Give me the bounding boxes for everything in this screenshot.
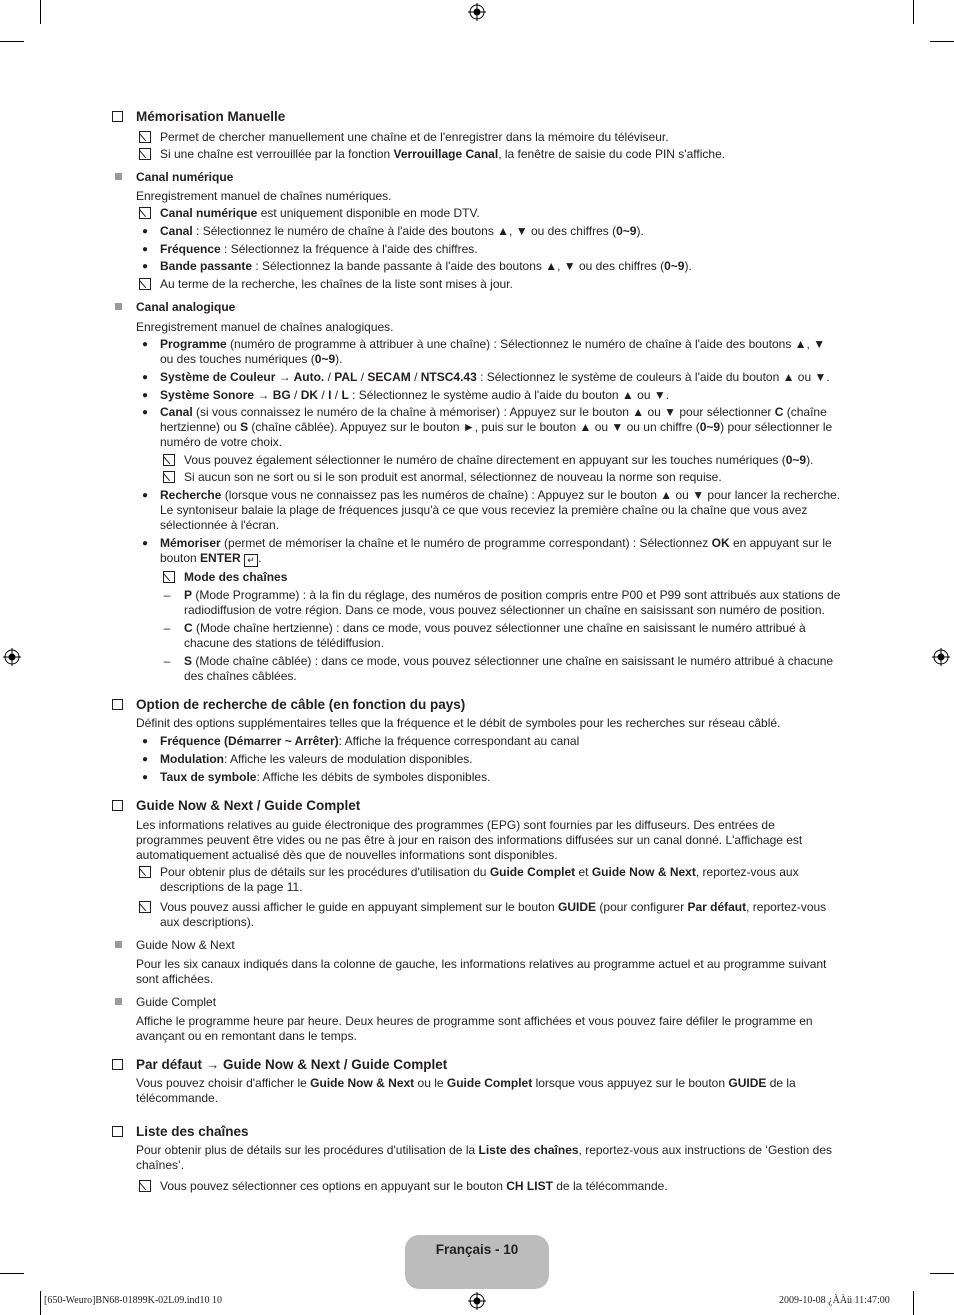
paragraph bbox=[111, 1076, 841, 1106]
section-heading bbox=[111, 1123, 841, 1141]
note-item bbox=[111, 453, 841, 468]
dash-bold: S bbox=[184, 654, 193, 668]
bullet-text: / bbox=[410, 370, 421, 384]
bullet-text: / bbox=[318, 388, 329, 402]
bullet-bold: L bbox=[341, 388, 349, 402]
bullet-bold: Bande passante bbox=[160, 259, 253, 273]
note-item bbox=[111, 900, 841, 930]
square-bullet-icon bbox=[115, 941, 122, 948]
bullet-item: ● Taux de symbole: Affiche les débits de symboles disponibles. bbox=[141, 770, 491, 784]
bullet-bold: Système Sonore → BG bbox=[160, 388, 291, 402]
note-bold: Guide Complet bbox=[489, 865, 576, 879]
crop-mark bbox=[930, 41, 954, 42]
subsection-heading bbox=[111, 169, 841, 185]
note-icon bbox=[139, 207, 151, 219]
paragraph: Les informations relatives au guide électronique des programmes (EPG) sont fournies par les diffuseurs. Des entrées de programmes peuvent être vides ou ne pas être à jour en raison des informations diffusées sur un canal donné. L'affichage est automatiquement actualisé dès que de nouvelles informations sont disponibles. bbox=[136, 818, 803, 862]
bullet-text: / bbox=[331, 388, 342, 402]
bullet-bold: Mémoriser bbox=[160, 536, 221, 550]
page-number: Français - 10 bbox=[435, 1242, 519, 1257]
dash-text: (Mode chaîne hertzienne) : dans ce mode, vous pouvez sélectionner une chaîne en saisissant le numéro attribué à chacune des stations de télédiffusion. bbox=[184, 621, 806, 650]
imprint-right: 2009-10-08 ¿ÀÀü 11:47:00 bbox=[779, 1295, 890, 1306]
checkbox-bullet-icon bbox=[112, 1059, 123, 1070]
note-text: , reportez-vous aux descriptions de la page 11. bbox=[160, 865, 799, 894]
section-title: Par défaut → Guide Now & Next / Guide Complet bbox=[136, 1057, 448, 1072]
bullet-bold: C bbox=[774, 405, 784, 419]
bullet-item: ● Système Sonore → BG / DK / I / L : Sélectionnez le système audio à l'aide du bouton ▲ ou ▼. bbox=[141, 388, 670, 402]
registration-mark-icon bbox=[3, 648, 21, 666]
paragraph: Définit des options supplémentaires telles que la fréquence et le débit de symboles pour les recherches sur réseau câblé. bbox=[136, 716, 781, 730]
crop-mark bbox=[913, 1291, 914, 1315]
bullet-text: ) pour sélectionner le numéro de votre choix. bbox=[160, 420, 833, 449]
bullet-item: ● Recherche (lorsque vous ne connaissez pas les numéros de chaîne) : Appuyez sur le bouton ▲ ou ▼ pour lancer la recherche. Le syntoniseur balaie la plage de fréquences jusqu'à ce que vous receviez la première chaîne ou la chaîne que vous avez sélectionnée à l'écran. bbox=[141, 488, 841, 532]
square-bullet-icon bbox=[115, 303, 122, 310]
crop-mark bbox=[0, 1273, 24, 1274]
paragraph-text: , reportez-vous aux instructions de ‘Gestion des chaînes’. bbox=[136, 1143, 833, 1172]
bullet-text: : Affiche les débits de symboles disponibles. bbox=[256, 770, 491, 784]
section-title: Option de recherche de câble (en fonction du pays) bbox=[136, 697, 466, 712]
subsection-title: Guide Now & Next bbox=[136, 938, 235, 952]
subsection-title: Canal analogique bbox=[136, 300, 236, 314]
crop-mark bbox=[40, 0, 41, 24]
dash-text: (Mode chaîne câblée) : dans ce mode, vous pouvez sélectionner une chaîne en saisissant le numéro attribué à chacune des chaînes câblées. bbox=[184, 654, 834, 683]
square-bullet-icon bbox=[115, 173, 122, 180]
note-item bbox=[111, 147, 841, 162]
note-text: , reportez-vous aux descriptions). bbox=[160, 900, 827, 929]
enter-icon: ↵ bbox=[244, 554, 258, 567]
subsection-heading bbox=[111, 937, 841, 953]
note-text: Permet de chercher manuellement une chaîne et de l'enregistrer dans la mémoire du téléviseur. bbox=[160, 130, 669, 144]
note-text: de la télécommande. bbox=[552, 1179, 668, 1193]
registration-mark-icon bbox=[468, 1292, 486, 1310]
note-bold: Canal numérique bbox=[160, 206, 258, 220]
note-item bbox=[111, 570, 841, 585]
registration-mark-icon bbox=[468, 3, 486, 21]
bullet-bold: Canal bbox=[160, 224, 193, 238]
note-text: Vous pouvez également sélectionner le numéro de chaîne directement en appuyant sur les touches numériques ( bbox=[184, 453, 786, 467]
note-icon bbox=[139, 131, 151, 143]
remote-note-icon bbox=[139, 1180, 151, 1192]
bullet-item: ● Système de Couleur → Auto. / PAL / SECAM / NTSC4.43 : Sélectionnez le système de couleurs à l'aide du bouton ▲ ou ▼. bbox=[141, 370, 830, 384]
paragraph-bold: Liste des chaînes bbox=[478, 1143, 579, 1157]
bullet-item: ● Bande passante : Sélectionnez la bande passante à l'aide des boutons ▲, ▼ ou des chiffres (0~9). bbox=[141, 259, 692, 273]
bullet-bold: DK bbox=[300, 388, 319, 402]
bullet-bold: 0~9 bbox=[616, 224, 637, 238]
bullet-text: (lorsque vous ne connaissez pas les numéros de chaîne) : Appuyez sur le bouton ▲ ou ▼ pour lancer la recherche. Le syntoniseur balaie la plage de fréquences jusqu'à ce que vous receviez la première chaîne ou la chaîne que vous avez sélectionnée à l'écran. bbox=[160, 488, 841, 532]
square-bullet-icon bbox=[115, 998, 122, 1005]
note-text: et bbox=[575, 865, 592, 879]
note-text: Vous pouvez sélectionner ces options en appuyant sur le bouton bbox=[160, 1179, 507, 1193]
bullet-bold: 0~9 bbox=[314, 352, 336, 366]
note-item bbox=[111, 206, 841, 221]
note-text: ). bbox=[806, 453, 814, 467]
crop-mark bbox=[913, 0, 914, 24]
paragraph-bold: Guide Now & Next bbox=[310, 1076, 415, 1090]
note-text: (pour configurer bbox=[596, 900, 688, 914]
page-number-tab bbox=[405, 1235, 549, 1289]
bullet-text: : Affiche les valeurs de modulation disponibles. bbox=[223, 752, 473, 766]
bullet-bold: I bbox=[328, 388, 332, 402]
paragraph: Enregistrement manuel de chaînes analogiques. bbox=[136, 320, 394, 334]
bullet-bold: Système de Couleur → Auto. bbox=[160, 370, 325, 384]
bullet-text: ). bbox=[684, 259, 692, 273]
bullet-bold: 0~9 bbox=[664, 259, 685, 273]
paragraph: Enregistrement manuel de chaînes numériques. bbox=[136, 189, 392, 203]
paragraph-text: Vous pouvez choisir d'afficher le bbox=[136, 1076, 311, 1090]
paragraph-bold: Guide Complet bbox=[446, 1076, 533, 1090]
subsection-heading bbox=[111, 299, 841, 315]
bullet-text: (numéro de programme à attribuer à une chaîne) : Sélectionnez le numéro de chaîne à l'aide des boutons ▲, ▼ ou des touches numériques ( bbox=[160, 337, 826, 366]
note-text: Si aucun son ne sort ou si le son produit est anormal, sélectionnez de nouveau la norme son requise. bbox=[184, 470, 722, 484]
bullet-bold: Taux de symbole bbox=[160, 770, 257, 784]
section-heading bbox=[111, 1056, 841, 1074]
bullet-text: / bbox=[357, 370, 368, 384]
section-title: Liste des chaînes bbox=[136, 1124, 249, 1139]
bullet-text: : Affiche la fréquence correspondant au canal bbox=[338, 734, 580, 748]
remote-note-icon bbox=[139, 901, 151, 913]
note-text: Pour obtenir plus de détails sur les procédures d'utilisation du bbox=[160, 865, 490, 879]
dash-bold: P bbox=[184, 588, 193, 602]
bullet-text: : Sélectionnez le système de couleurs à l'aide du bouton ▲ ou ▼. bbox=[476, 370, 830, 384]
note-text: Vous pouvez aussi afficher le guide en appuyant simplement sur le bouton bbox=[160, 900, 559, 914]
bullet-bold: S bbox=[240, 420, 249, 434]
crop-mark bbox=[930, 1273, 954, 1274]
note-icon bbox=[163, 571, 175, 583]
bullet-text: (chaîne hertzienne) ou bbox=[160, 405, 827, 434]
note-bold: Mode des chaînes bbox=[184, 570, 288, 584]
bullet-item: ● Fréquence : Sélectionnez la fréquence à l'aide des chiffres. bbox=[141, 242, 478, 256]
bullet-bold: Fréquence (Démarrer ~ Arrêter) bbox=[160, 734, 339, 748]
note-icon bbox=[139, 278, 151, 290]
bullet-item: ● Modulation: Affiche les valeurs de modulation disponibles. bbox=[141, 752, 473, 766]
note-icon bbox=[163, 454, 175, 466]
checkbox-bullet-icon bbox=[112, 111, 123, 122]
bullet-text: / bbox=[324, 370, 335, 384]
note-bold: CH LIST bbox=[506, 1179, 553, 1193]
note-item bbox=[111, 1179, 841, 1194]
subsection-title: Canal numérique bbox=[136, 170, 234, 184]
section-heading bbox=[111, 696, 841, 714]
note-item bbox=[111, 470, 841, 485]
imprint-left: [650-Weuro]BN68-01899K-02L09.ind10 10 bbox=[44, 1295, 223, 1306]
note-icon bbox=[163, 471, 175, 483]
bullet-text: : Sélectionnez la bande passante à l'aide des boutons ▲, ▼ ou des chiffres ( bbox=[252, 259, 665, 273]
bullet-text: : Sélectionnez le numéro de chaîne à l'aide des boutons ▲, ▼ ou des chiffres ( bbox=[192, 224, 617, 238]
note-icon bbox=[139, 866, 151, 878]
bullet-bold: Canal bbox=[160, 405, 193, 419]
crop-mark bbox=[40, 1291, 41, 1315]
page-content bbox=[111, 108, 841, 1194]
note-text: est uniquement disponible en mode DTV. bbox=[257, 206, 480, 220]
checkbox-bullet-icon bbox=[112, 800, 123, 811]
dash-item: – S (Mode chaîne câblée) : dans ce mode, vous pouvez sélectionner une chaîne en saisissant le numéro attribué à chacune des chaînes câblées. bbox=[163, 654, 834, 683]
paragraph: Pour les six canaux indiqués dans la colonne de gauche, les informations relatives au programme actuel et au programme suivant sont affichées. bbox=[136, 957, 827, 986]
paragraph-text: de la télécommande. bbox=[136, 1076, 796, 1105]
note-bold: Guide Now & Next bbox=[591, 865, 696, 879]
bullet-bold: ENTER bbox=[200, 551, 241, 565]
note-icon bbox=[139, 148, 151, 160]
bullet-text: (permet de mémoriser la chaîne et le numéro de programme correspondant) : Sélectionnez bbox=[220, 536, 712, 550]
dash-item: – P (Mode Programme) : à la fin du réglage, des numéros de position compris entre P00 et P99 sont attribués aux stations de radiodiffusion de votre région. Dans ce mode, vous pouvez sélectionner un chaîne en saisissant son numéro de position. bbox=[163, 588, 841, 617]
note-bold: 0~9 bbox=[785, 453, 807, 467]
bullet-text: (chaîne câblée). Appuyez sur le bouton ►, puis sur le bouton ▲ ou ▼ ou un chiffre ( bbox=[248, 420, 700, 434]
note-item bbox=[111, 277, 841, 292]
paragraph-text: Pour obtenir plus de détails sur les procédures d'utilisation de la bbox=[136, 1143, 479, 1157]
crop-mark bbox=[0, 41, 24, 42]
bullet-bold: OK bbox=[711, 536, 730, 550]
note-text: Si une chaîne est verrouillée par la fonction Verrouillage Canal, la fenêtre de saisie du code PIN s'affiche. bbox=[160, 147, 726, 161]
bullet-item: ● Fréquence (Démarrer ~ Arrêter): Affiche la fréquence correspondant au canal bbox=[141, 734, 580, 748]
registration-mark-icon bbox=[932, 648, 950, 666]
bullet-text: en appuyant sur le bouton bbox=[160, 536, 832, 565]
subsection-heading bbox=[111, 994, 841, 1010]
bullet-item: ● Mémoriser (permet de mémoriser la chaîne et le numéro de programme correspondant) : Sélectionnez OK en appuyant sur le bouton ENTER ↵ . bbox=[141, 536, 832, 565]
section-title: Mémorisation Manuelle bbox=[136, 109, 286, 124]
bullet-bold: SECAM bbox=[367, 370, 411, 384]
dash-item: – C (Mode chaîne hertzienne) : dans ce mode, vous pouvez sélectionner une chaîne en saisissant le numéro attribué à chacune des stations de télédiffusion. bbox=[163, 621, 806, 650]
dash-bold: C bbox=[184, 621, 193, 635]
subsection-title: Guide Complet bbox=[136, 995, 217, 1009]
note-bold: Par défaut bbox=[687, 900, 747, 914]
bullet-text: ). bbox=[335, 352, 343, 366]
checkbox-bullet-icon bbox=[112, 699, 123, 710]
bullet-item: ● Programme (numéro de programme à attribuer à une chaîne) : Sélectionnez le numéro de chaîne à l'aide des boutons ▲, ▼ ou des touches numériques (0~9). bbox=[141, 337, 826, 366]
bullet-text: / bbox=[290, 388, 301, 402]
bullet-item: ● Canal : Sélectionnez le numéro de chaîne à l'aide des boutons ▲, ▼ ou des chiffres (0~9). bbox=[141, 224, 644, 238]
checkbox-bullet-icon bbox=[112, 1126, 123, 1137]
section-heading bbox=[111, 108, 841, 126]
note-bold: GUIDE bbox=[558, 900, 597, 914]
note-text: Au terme de la recherche, les chaînes de la liste sont mises à jour. bbox=[160, 277, 513, 291]
bullet-bold: 0~9 bbox=[699, 420, 721, 434]
section-heading bbox=[111, 797, 841, 815]
bullet-bold: Modulation bbox=[160, 752, 224, 766]
bullet-bold: Recherche bbox=[160, 488, 222, 502]
bullet-item: ● Canal (si vous connaissez le numéro de la chaîne à mémoriser) : Appuyez sur le bouton ▲ ou ▼ pour sélectionner C (chaîne hertzienne) ou S (chaîne câblée). Appuyez sur le bouton ►, puis sur le bouton ▲ ou ▼ ou un chiffre (0~9) pour sélectionner le numéro de votre choix. bbox=[141, 405, 833, 449]
bullet-text: (si vous connaissez le numéro de la chaîne à mémoriser) : Appuyez sur le bouton ▲ ou ▼ pour sélectionner bbox=[192, 405, 775, 419]
bullet-bold: NTSC4.43 bbox=[420, 370, 477, 384]
paragraph: Affiche le programme heure par heure. Deux heures de programme sont affichées et vous pouvez faire défiler le programme en avançant ou en remontant dans le temps. bbox=[136, 1014, 813, 1043]
dash-text: (Mode Programme) : à la fin du réglage, des numéros de position compris entre P00 et P99 sont attribués aux stations de radiodiffusion de votre région. Dans ce mode, vous pouvez sélectionner un chaîne en saisissant son numéro de position. bbox=[184, 588, 841, 617]
paragraph-text: lorsque vous appuyez sur le bouton bbox=[532, 1076, 729, 1090]
bullet-text: : Sélectionnez la fréquence à l'aide des chiffres. bbox=[220, 242, 478, 256]
paragraph bbox=[111, 1143, 841, 1173]
bullet-bold: Programme bbox=[160, 337, 227, 351]
section-title: Guide Now & Next / Guide Complet bbox=[136, 798, 361, 813]
bullet-text: ). bbox=[636, 224, 644, 238]
paragraph-bold: GUIDE bbox=[728, 1076, 767, 1090]
paragraph-text: ou le bbox=[414, 1076, 447, 1090]
bullet-bold: PAL bbox=[334, 370, 358, 384]
bullet-bold: Fréquence bbox=[160, 242, 221, 256]
bullet-text: : Sélectionnez le système audio à l'aide du bouton ▲ ou ▼. bbox=[348, 388, 670, 402]
note-item bbox=[111, 865, 841, 895]
bullet-text: . bbox=[258, 551, 262, 565]
note-item bbox=[111, 130, 841, 145]
